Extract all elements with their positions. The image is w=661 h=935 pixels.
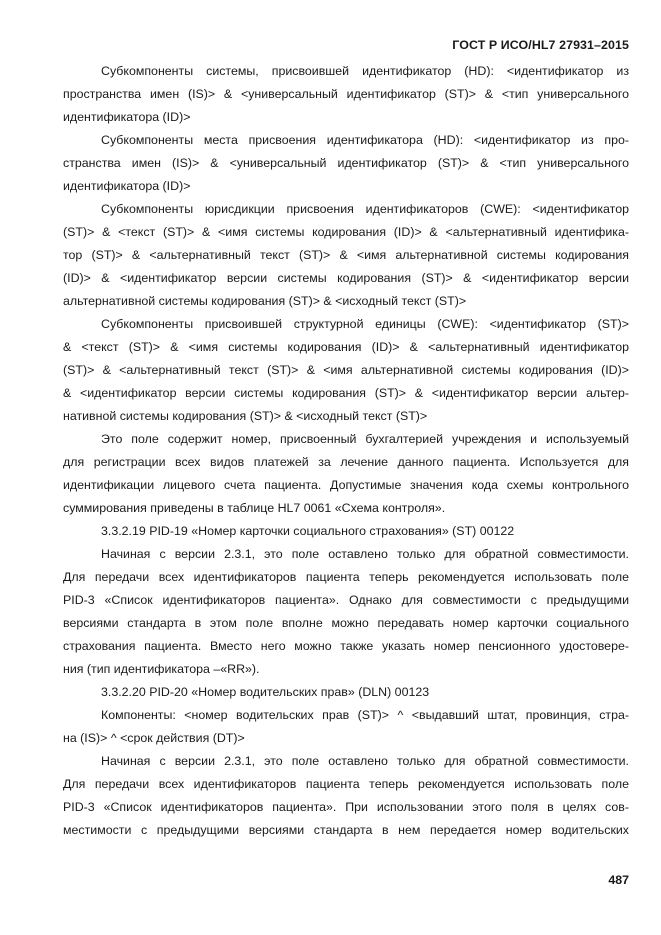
page-number: 487 [608,873,629,887]
text-line: версиями стандарта в этом поле вполне можно передавать номер карточки социального [63,616,629,630]
text-line: Субкомпоненты места присвоения идентификатора (HD): <идентификатор из про- [101,133,629,147]
text-line: суммирования приведены в таблице HL7 0061 «Схема контроля». [63,501,446,515]
paragraph [63,543,629,681]
paragraph [63,520,629,543]
text-line: Компоненты: <номер водительских прав (ST)> ^ <выдавший штат, провинция, стра- [101,708,629,722]
text-line: Это поле содержит номер, присвоенный бухгалтерией учреждения и используемый [101,432,629,446]
text-line: & <идентификатор версии системы кодирования (ST)> & <идентификатор версии альтер- [63,386,629,400]
text-line: пространства имен (IS)> & <универсальный идентификатор (ST)> & <тип универсального [63,87,629,101]
text-line: Субкомпоненты присвоившей структурной единицы (CWE): <идентификатор (ST)> [101,317,629,331]
paragraph [63,428,629,520]
paragraph [63,681,629,704]
text-line: (ST)> & <альтернативный текст (ST)> & <имя альтернативной системы кодирования (ID)> [63,363,629,377]
text-line: Для передачи всех идентификаторов пациента теперь рекомендуется использовать поле [63,570,629,584]
text-line: (ID)> & <идентификатор версии системы кодирования (ST)> & <идентификатор версии [63,271,629,285]
text-line: тор (ST)> & <альтернативный текст (ST)> & <имя альтернативной системы кодирования [63,248,629,262]
text-line: идентификации лицевого счета пациента. Допустимые значения кода схемы контрольного [63,478,629,492]
text-line: странства имен (IS)> & <универсальный идентификатор (ST)> & <тип универсального [63,156,629,170]
text-line: на (IS)> ^ <срок действия (DT)> [63,731,245,745]
paragraph [63,704,629,750]
text-line: идентификатора (ID)> [63,179,191,193]
paragraph [63,750,629,842]
text-line: для регистрации всех видов платежей за лечение данного пациента. Используется для [63,455,629,469]
text-line: местимости с предыдущими версиями стандарта в нем передается номер водительских [63,823,629,837]
text-line: Субкомпоненты системы, присвоившей идентификатор (HD): <идентификатор из [101,64,629,78]
text-line: (ST)> & <текст (ST)> & <имя системы кодирования (ID)> & <альтернативный идентифика- [63,225,629,239]
paragraph [63,60,629,129]
text-line: 3.3.2.19 PID-19 «Номер карточки социального страхования» (ST) 00122 [101,524,515,538]
text-line: ния (тип идентификатора –«RR»). [63,662,260,676]
text-line: Начиная с версии 2.3.1, это поле оставлено только для обратной совместимости. [101,547,629,561]
text-line: PID-3 «Список идентификаторов пациента». Однако для совместимости с предыдущими [63,593,629,607]
text-line: & <текст (ST)> & <имя системы кодирования (ID)> & <альтернативный идентификатор [63,340,629,354]
paragraph [63,313,629,428]
paragraph [63,198,629,313]
text-line: нативной системы кодирования (ST)> & <исходный текст (ST)> [63,409,428,423]
paragraph [63,129,629,198]
text-line: Для передачи всех идентификаторов пациента теперь рекомендуется использовать поле [63,777,629,791]
text-line: Субкомпоненты юрисдикции присвоения идентификаторов (CWE): <идентификатор [101,202,629,216]
text-line: 3.3.2.20 PID-20 «Номер водительских прав» (DLN) 00123 [101,685,430,699]
text-line: Начиная с версии 2.3.1, это поле оставлено только для обратной совместимости. [101,754,629,768]
body-text [63,60,629,842]
text-line: PID-3 «Список идентификаторов пациента». При использовании этого поля в целях сов- [63,800,629,814]
text-line: альтернативной системы кодирования (ST)> & <исходный текст (ST)> [63,294,467,308]
standard-header: ГОСТ Р ИСО/HL7 27931–2015 [452,38,629,52]
text-line: страхования пациента. Вместо него можно также указать номер пенсионного удостовере- [63,639,629,653]
text-line: идентификатора (ID)> [63,110,191,124]
